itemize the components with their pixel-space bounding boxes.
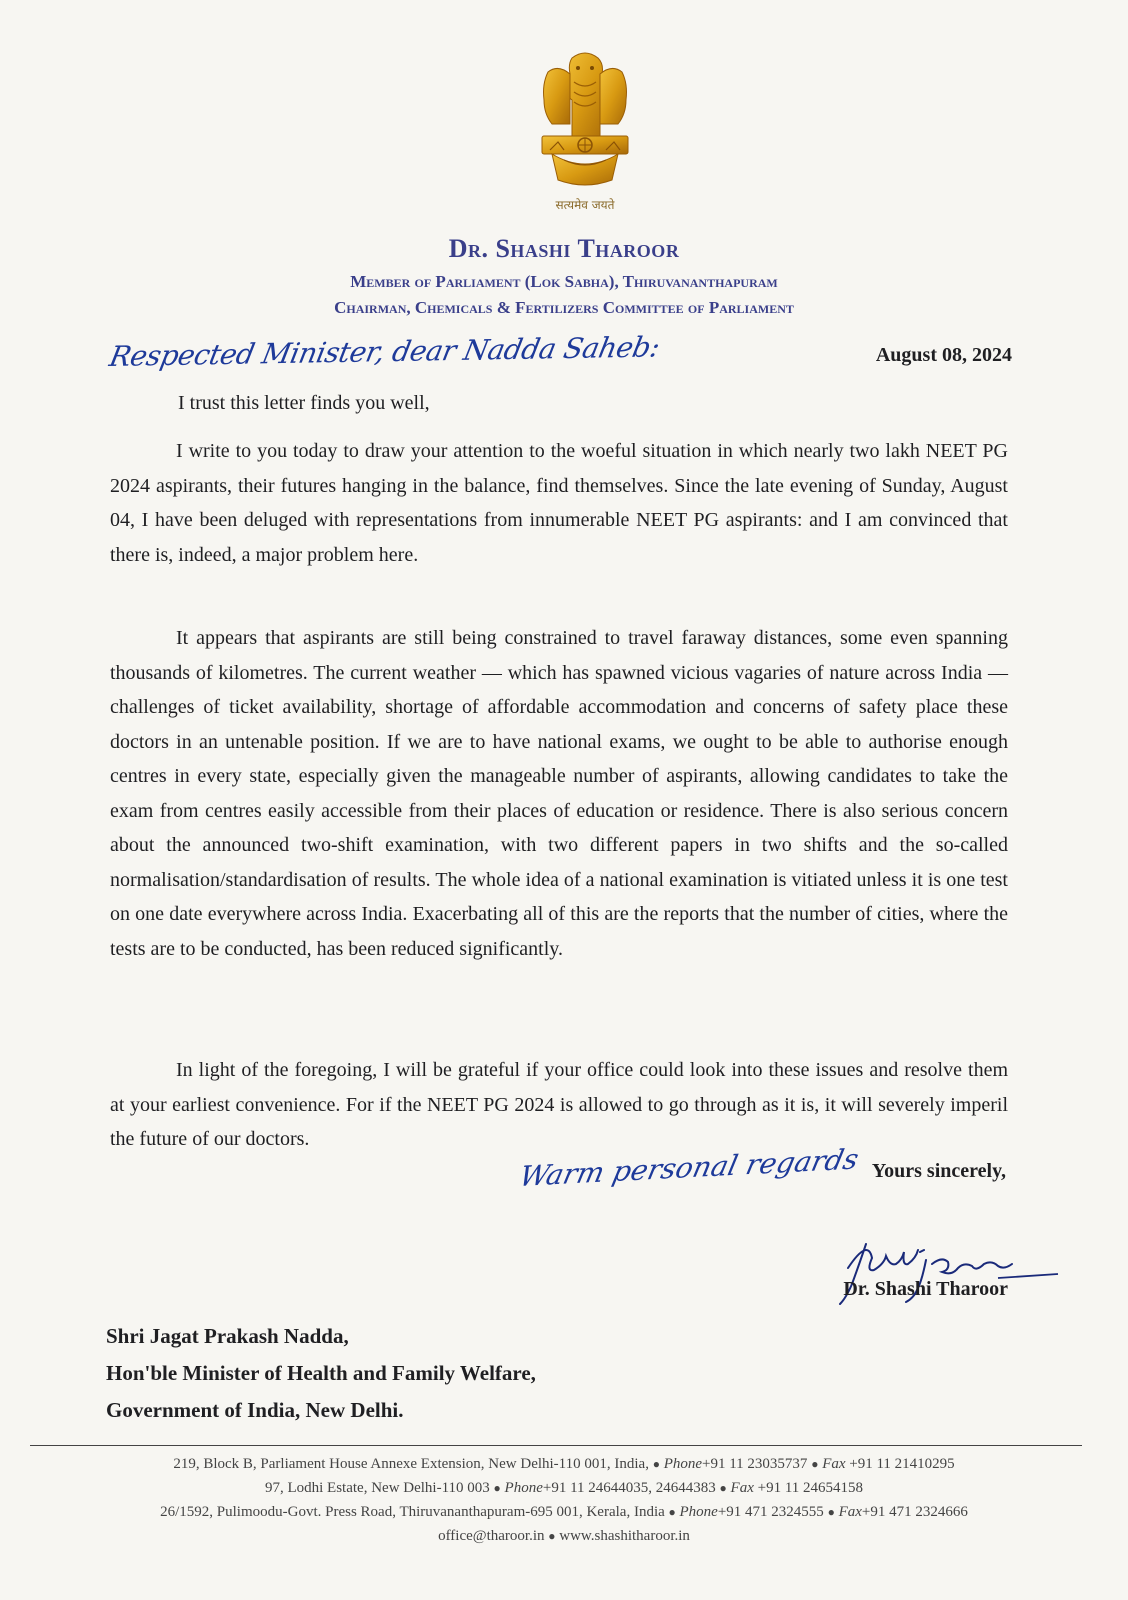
- letter-date: August 08, 2024: [875, 344, 1012, 366]
- footer-address-2: 97, Lodhi Estate, New Delhi-110 003 ● Phone+91 11 24644035, 24644383 ● Fax +91 11 24654158: [264, 1480, 864, 1496]
- sender-title-line1: Member of Parliament (Lok Sabha), Thiruvananthapuram: [350, 272, 778, 291]
- body-paragraph-3: In light of the foregoing, I will be grateful if your office could look into these issues and resolve them at your earliest convenience. For if the NEET PG 2024 is allowed to go through as it is, it will severely imperil the future of our doctors.: [110, 1059, 1008, 1150]
- addressee-location: Government of India, New Delhi.: [106, 1398, 404, 1422]
- footer-website[interactable]: www.shashitharoor.in: [559, 1528, 690, 1544]
- closing-text: Yours sincerely,: [871, 1160, 1006, 1182]
- greeting: I trust this letter finds you well,: [178, 392, 430, 414]
- footer-address-3: 26/1592, Pulimoodu-Govt. Press Road, Thiruvananthapuram-695 001, Kerala, India ● Phone+91 471 2324555 ● Fax+91 471 2324666: [160, 1504, 968, 1520]
- handwritten-salutation: Respected Minister, dear Nadda Saheb:: [106, 330, 663, 373]
- national-emblem-icon: [530, 48, 640, 198]
- sender-title-line2: Chairman, Chemicals & Fertilizers Committee of Parliament: [334, 298, 794, 317]
- signatory-name: Dr. Shashi Tharoor: [843, 1278, 1008, 1300]
- footer-address-1: 219, Block B, Parliament House Annexe Extension, New Delhi-110 001, India, ● Phone+91 11 23035737 ● Fax +91 11 21410295: [173, 1456, 955, 1472]
- addressee-designation: Hon'ble Minister of Health and Family Welfare,: [106, 1361, 536, 1385]
- addressee-name: Shri Jagat Prakash Nadda,: [106, 1324, 349, 1348]
- letterhead-footer: [0, 1452, 1128, 1548]
- addressee-block: [106, 1318, 536, 1429]
- handwritten-closing: Warm personal regards: [516, 1142, 862, 1193]
- body-paragraph-2: It appears that aspirants are still being constrained to travel faraway distances, some even spanning thousands of kilometres. The current weather — which has spawned vicious vagaries of nature across India — challenges of ticket availability, shortage of affordable accommodation and concerns of safety place these doctors in an untenable position. If we are to have national exams, we ought to be able to authorise enough centres in every state, especially given the manageable number of aspirants, allowing candidates to take the exam from centres easily accessible from their places of education or residence. There is also serious concern about the announced two-shift examination, with two different papers in two shifts and the so-called normalisation/standardisation of results. The whole idea of a national examination is vitiated unless it is one test on one date everywhere across India. Exacerbating all of this are the reports that the number of cities, where the tests are to be conducted, has been reduced significantly.: [110, 627, 1008, 960]
- footer-email[interactable]: office@tharoor.in: [438, 1528, 545, 1544]
- sender-name: Dr. Shashi Tharoor: [448, 234, 680, 263]
- footer-contact: office@tharoor.in ● www.shashitharoor.in: [438, 1528, 690, 1544]
- body-paragraph-1: I write to you today to draw your attention to the woeful situation in which nearly two lakh NEET PG 2024 aspirants, their futures hanging in the balance, find themselves. Since the late evening of Sunday, August 04, I have been deluged with representations from innumerable NEET PG aspirants: and I am convinced that there is, indeed, a major problem here.: [110, 440, 1008, 566]
- footer-divider: [30, 1445, 1082, 1446]
- emblem-motto: सत्यमेव जयते: [555, 198, 615, 212]
